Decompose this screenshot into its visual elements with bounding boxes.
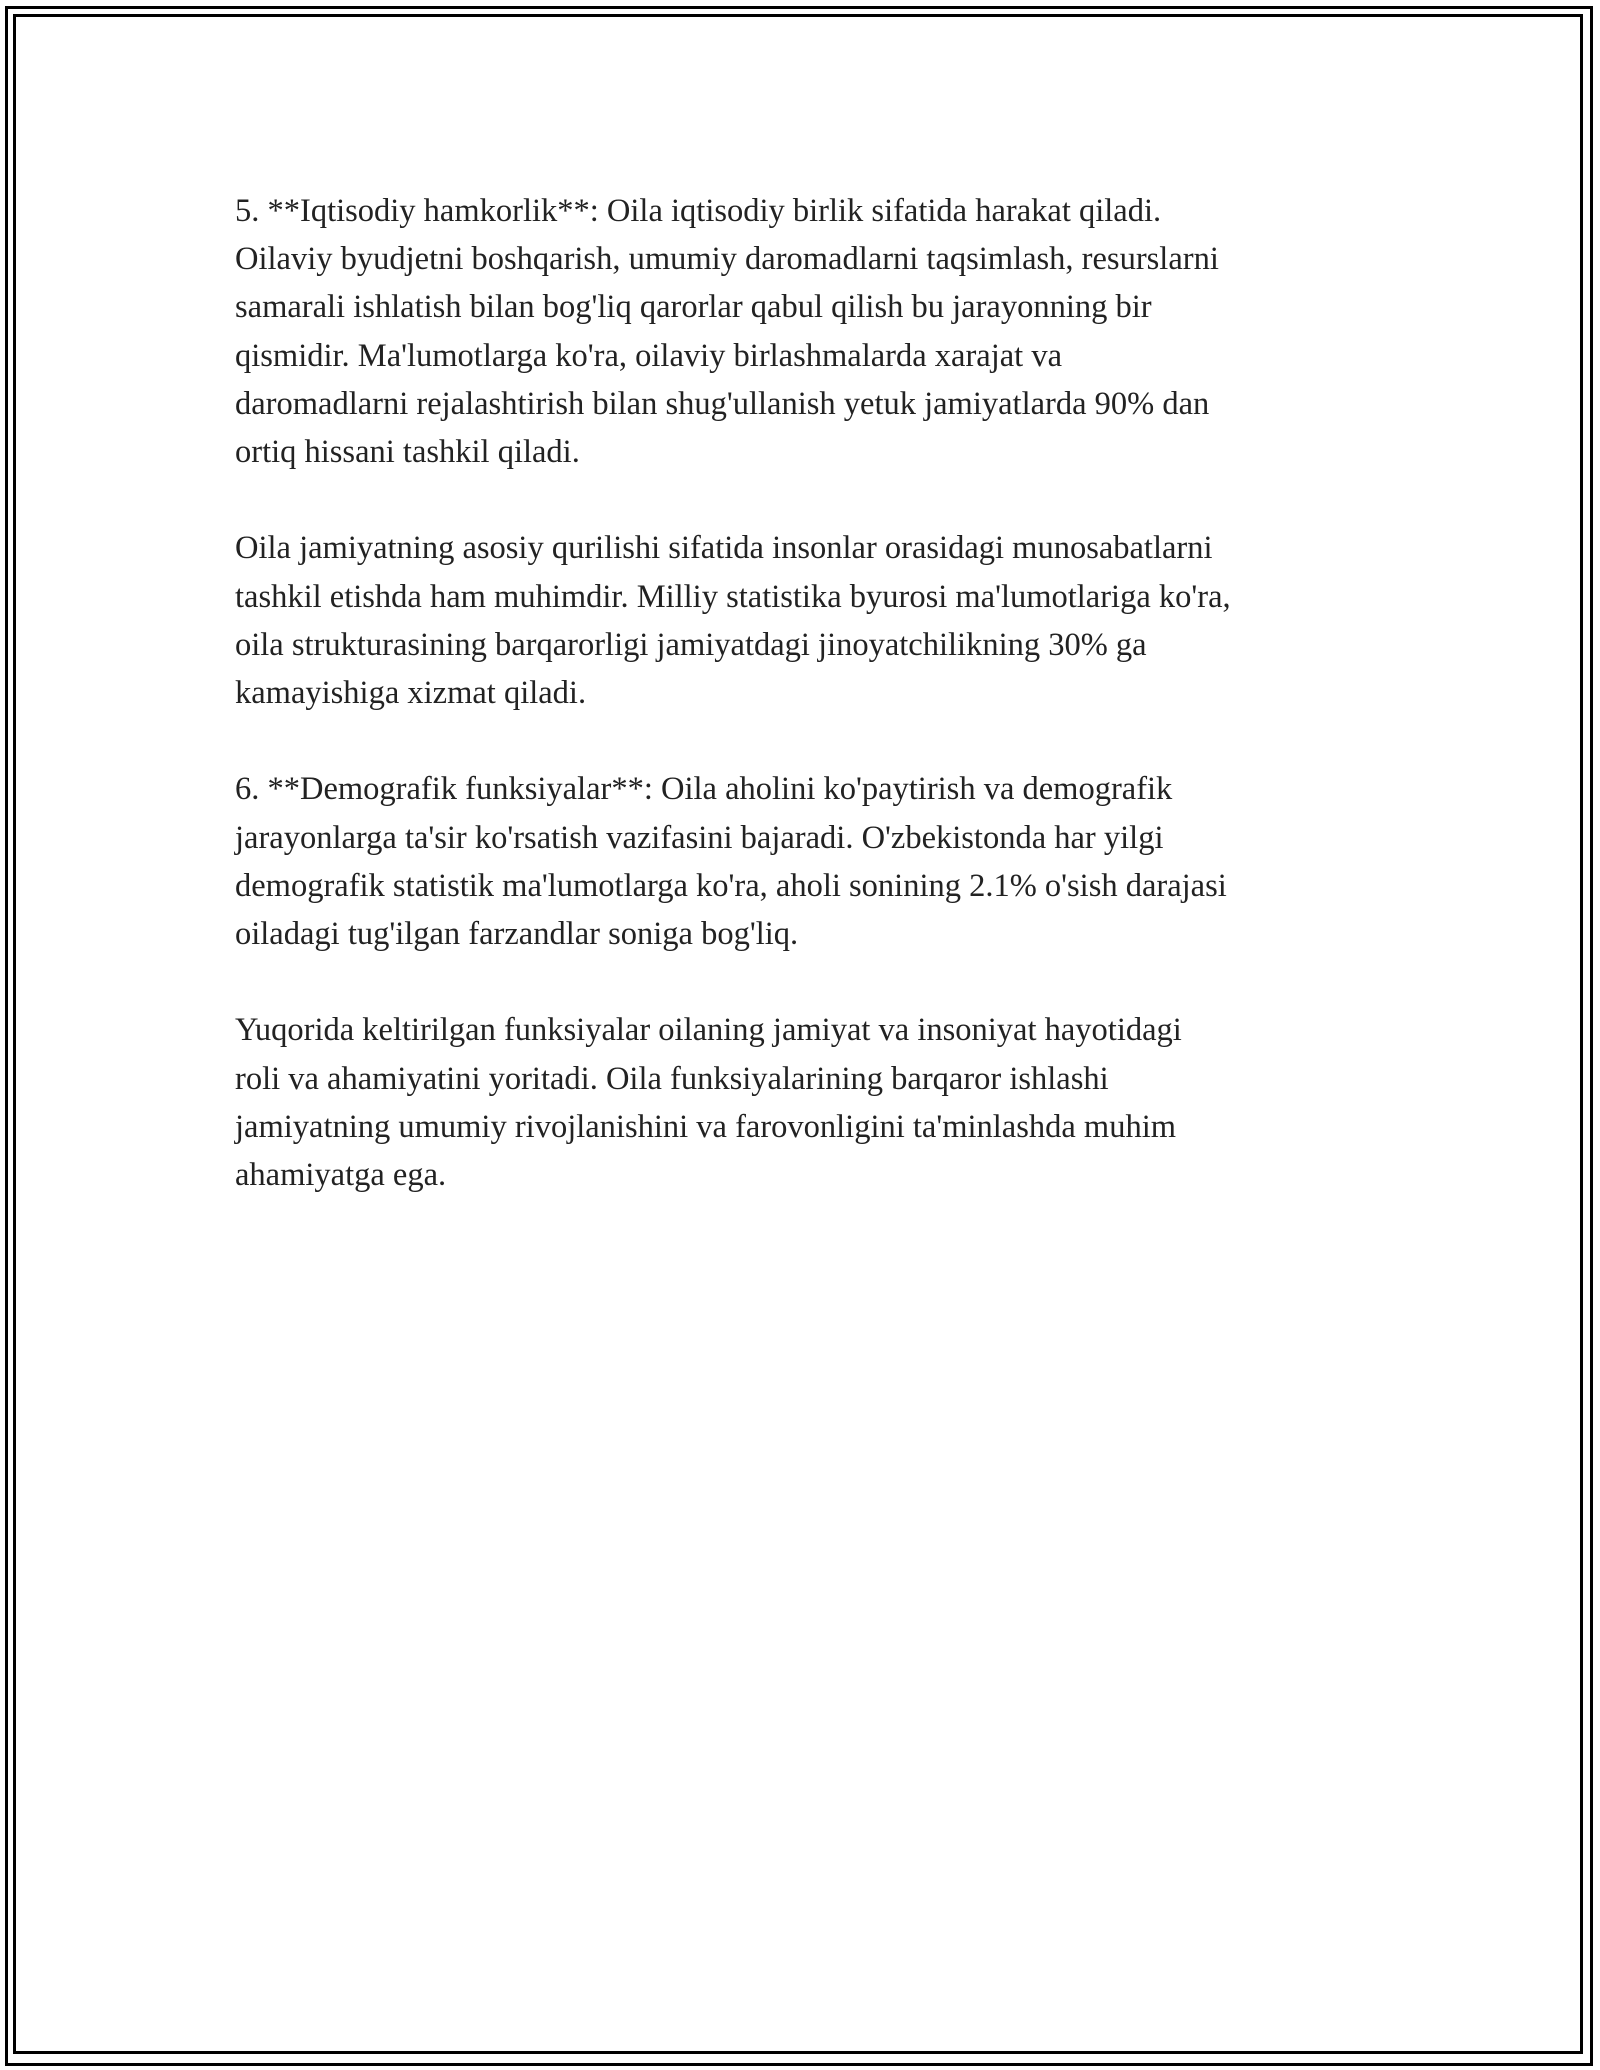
text-line: roli va ahamiyatini yoritadi. Oila funksiyalarining barqaror ishlashi [235, 1060, 1109, 1097]
text-line: Oilaviy byudjetni boshqarish, umumiy daromadlarni taqsimlash, resurslarni [235, 241, 1219, 278]
text-line: jarayonlarga ta'sir ko'rsatish vazifasini bajaradi. O'zbekistonda har yilgi [235, 819, 1164, 856]
text-line: ahamiyatga ega. [235, 1157, 447, 1194]
text-line: jamiyatning umumiy rivojlanishini va farovonligini ta'minlashda muhim [235, 1108, 1177, 1145]
text-line: 6. **Demografik funksiyalar**: Oila aholini ko'paytirish va demografik [235, 771, 1173, 808]
text-line: kamayishiga xizmat qiladi. [235, 675, 587, 712]
document-body [235, 187, 1375, 1247]
text-line: qismidir. Ma'lumotlarga ko'ra, oilaviy birlashmalarda xarajat va [235, 337, 1062, 374]
text-line: Yuqorida keltirilgan funksiyalar oilaning jamiyat va insoniyat hayotidagi [235, 1012, 1182, 1049]
text-line: 5. **Iqtisodiy hamkorlik**: Oila iqtisodiy birlik sifatida harakat qiladi. [235, 193, 1162, 229]
text-line: demografik statistik ma'lumotlarga ko'ra, aholi sonining 2.1% o'sish darajasi [235, 867, 1227, 904]
paragraph-demographic-functions [235, 765, 1375, 958]
text-line: oila strukturasining barqarorligi jamiyatdagi jinoyatchilikning 30% ga [235, 626, 1147, 663]
text-line: oiladagi tug'ilgan farzandlar soniga bog'liq. [235, 916, 799, 953]
paragraph-conclusion [235, 1006, 1375, 1199]
text-line: Oila jamiyatning asosiy qurilishi sifatida insonlar orasidagi munosabatlarni [235, 530, 1213, 567]
text-line: samarali ishlatish bilan bog'liq qarorlar qabul qilish bu jarayonning bir [235, 289, 1152, 326]
paragraph-economic-cooperation [235, 187, 1375, 476]
text-line: tashkil etishda ham muhimdir. Milliy statistika byurosi ma'lumotlariga ko'ra, [235, 578, 1231, 615]
paragraph-social-structure [235, 524, 1375, 717]
text-line: daromadlarni rejalashtirish bilan shug'ullanish yetuk jamiyatlarda 90% dan [235, 385, 1210, 422]
text-line: ortiq hissani tashkil qiladi. [235, 434, 580, 471]
